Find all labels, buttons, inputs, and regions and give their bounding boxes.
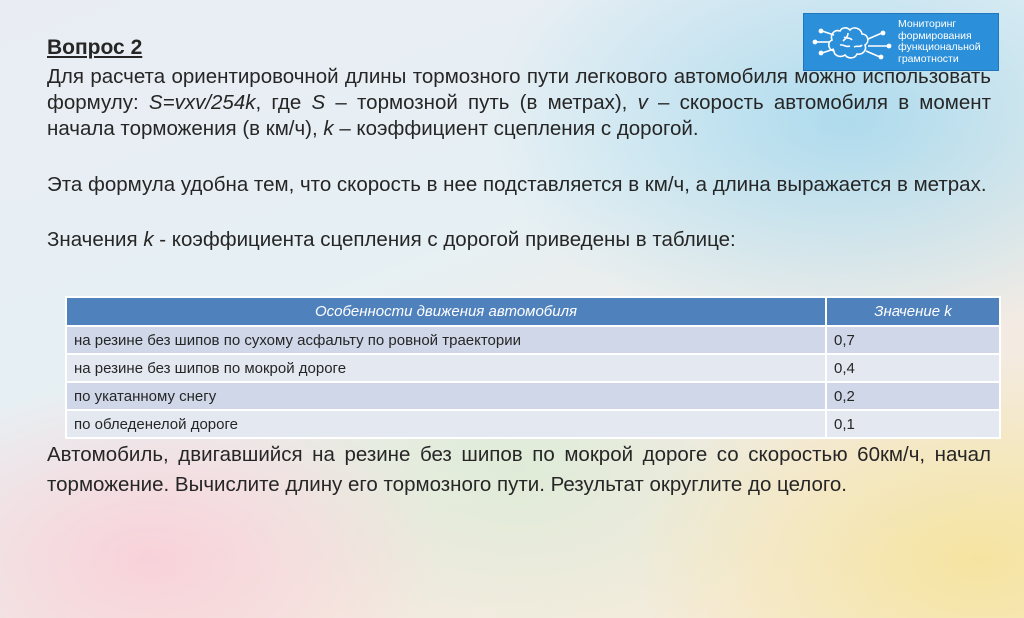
row-condition: по укатанному снегу [66,382,826,410]
p1-text-a: Для расчета ориентировочной длины тормозного пути легкового автомобиля можно использовать формулу: [47,65,991,114]
row-value: 0,7 [826,326,1000,354]
units-paragraph: Эта формула удобна тем, что скорость в нее подставляется в км/ч, а длина выражается в метрах. [47,173,987,196]
p3-text-a: Значения [47,228,144,251]
logo [803,13,999,71]
formula-paragraph [47,64,991,142]
variable-s: S [311,91,326,114]
variable-k: k [323,117,334,140]
header-movement: Особенности движения автомобиля [66,297,826,326]
row-condition: на резине без шипов по сухому асфальту по ровной траектории [66,326,826,354]
row-condition: по обледенелой дороге [66,410,826,438]
p1-text-b: , где [255,91,312,114]
table-intro-paragraph [47,227,991,253]
row-condition: на резине без шипов по мокрой дороге [66,354,826,382]
table-row [66,382,1000,410]
row-value: 0,4 [826,354,1000,382]
question-title: Вопрос 2 [47,36,143,59]
p1-text-e: – коэффициент сцепления с дорогой. [333,117,699,140]
row-value: 0,1 [826,410,1000,438]
table-row [66,354,1000,382]
table-row [66,410,1000,438]
variable-k-inline: k [143,228,154,251]
brain-network-icon [810,17,896,67]
coefficient-table [65,296,1001,439]
p1-text-d: – скорость автомобиля в момент начала торможения (в км/ч), [47,91,992,140]
variable-v: v [637,91,648,114]
table-header-row [66,297,1000,326]
table-row [66,326,1000,354]
header-value: Значение k [826,297,1000,326]
task-paragraph: Автомобиль, двигавшийся на резине без шипов по мокрой дороге со скоростью 60км/ч, начал торможение. Вычислите длину его тормозного пути. Результат округлите до целого. [47,443,991,496]
p3-text-b: - коэффициента сцепления с дорогой приведены в таблице: [153,228,736,251]
logo-text: Мониторинг формирования функциональной грамотности [898,18,981,65]
p1-text-c: – тормозной путь (в метрах), [325,91,638,114]
row-value: 0,2 [826,382,1000,410]
formula: S=vxv/254k [148,91,256,114]
